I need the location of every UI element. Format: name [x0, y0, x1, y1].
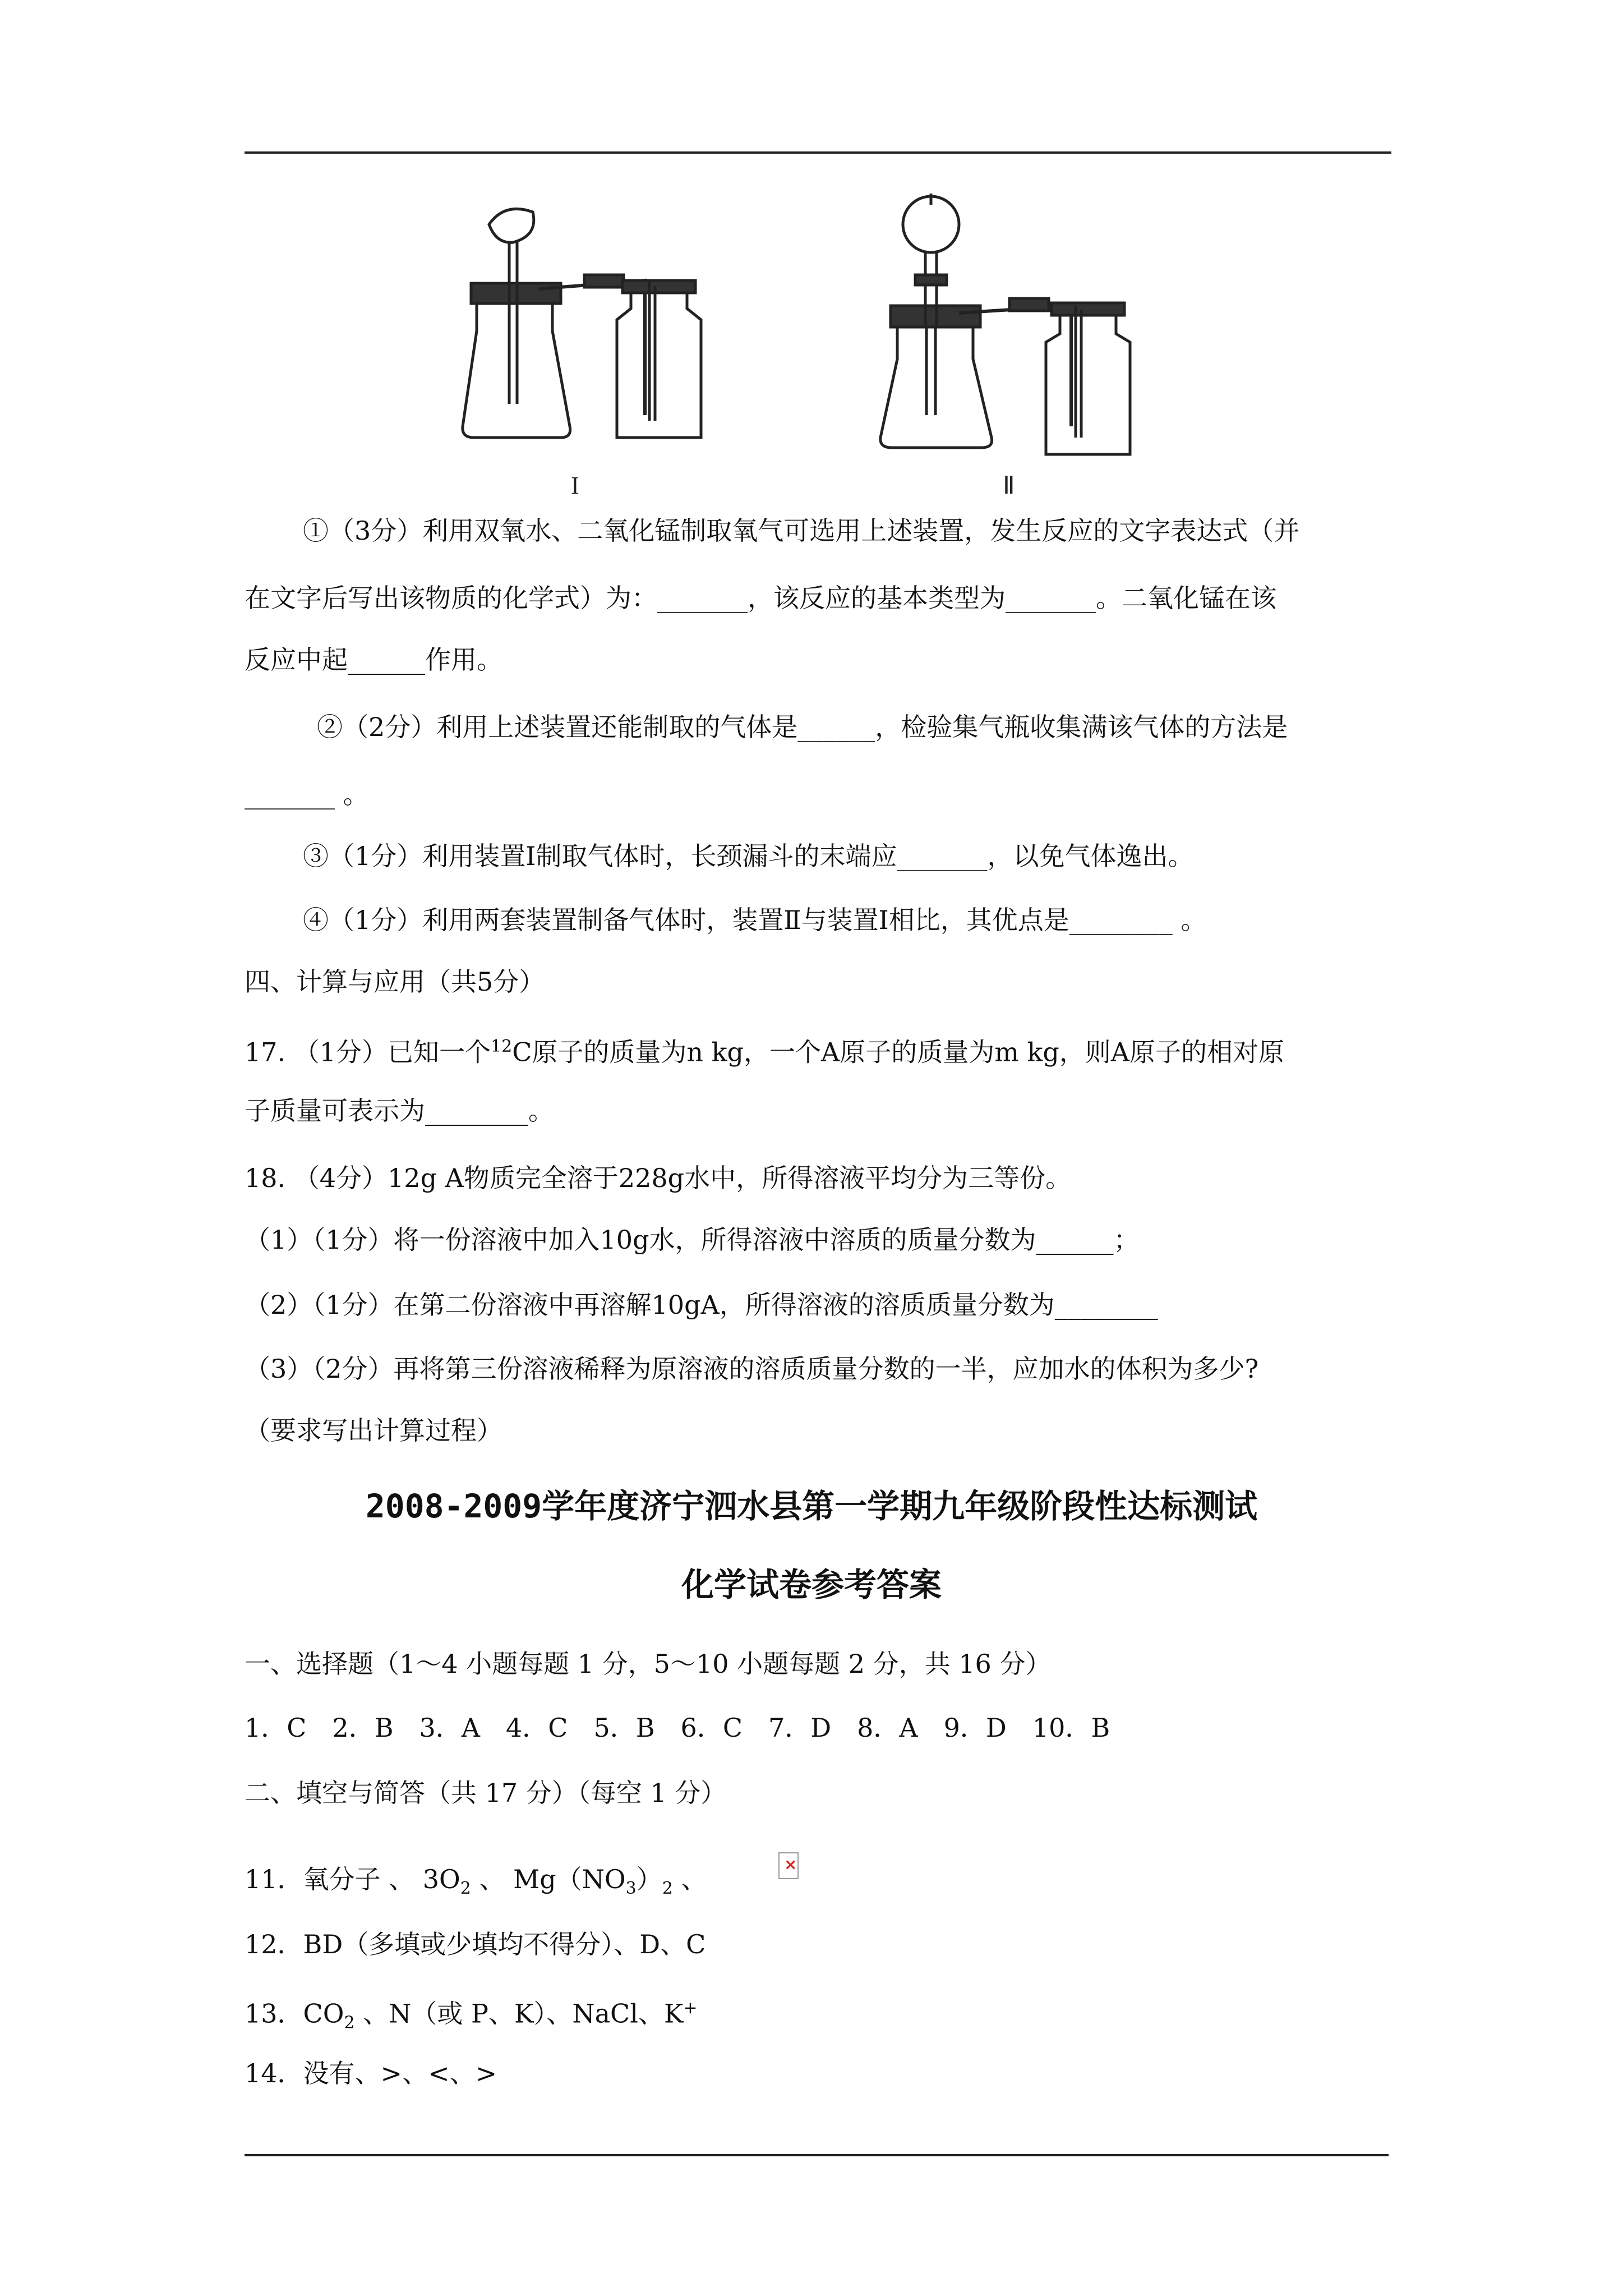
q18-part2: （2）（1分）在第二份溶液中再溶解10gA，所得溶液的溶质质量分数为________ — [245, 1290, 1158, 1320]
figure-label-ii: Ⅱ — [1003, 472, 1015, 499]
answer-13-text-b: 、N（或 P、K）、NaCl、K — [354, 1998, 684, 2029]
answer-14: 14．没有、>、<、> — [245, 2058, 497, 2088]
q16-part1-line1: ①（3分）利用双氧水、二氧化锰制取氧气可选用上述装置，发生反应的文字表达式（并 — [303, 516, 1300, 546]
q18-stem: 18. （4分）12g A物质完全溶于228g水中，所得溶液平均分为三等份。 — [245, 1163, 1072, 1193]
q17-suffix: C原子的质量为n kg，一个A原子的质量为m kg，则A原子的相对原 — [512, 1037, 1284, 1068]
section4-heading: 四、计算与应用（共5分） — [245, 967, 545, 997]
q16-part3: ③（1分）利用装置I制取气体时，长颈漏斗的末端应_______，以免气体逸出。 — [303, 841, 1194, 871]
answer-13-text-a: 13．CO — [245, 1998, 344, 2029]
apparatus-ii-flask — [880, 194, 1071, 448]
answers-section1-heading: 一、选择题（1～4 小题每题 1 分，5～10 小题每题 2 分，共 16 分） — [245, 1649, 1052, 1679]
answer-11-text-d: 、 — [672, 1864, 707, 1894]
figure-label-i: I — [571, 472, 579, 499]
apparatus-i-gas-bottle — [617, 280, 701, 438]
q16-part4: ④（1分）利用两套装置制备气体时，装置Ⅱ与装置I相比，其优点是________ 。 — [303, 905, 1207, 935]
q16-part1-line2: 在文字后写出该物质的化学式）为：_______，该反应的基本类型为_______。二氧化锰在该 — [245, 583, 1276, 613]
q16-part2-line1: ②（2分）利用上述装置还能制取的气体是______，检验集气瓶收集满该气体的方法是 — [317, 712, 1288, 742]
q17-superscript: 12 — [491, 1037, 513, 1056]
answer-11-sub-a: 2 — [460, 1879, 471, 1899]
q18-part3: （3）（2分）再将第三份溶液稀释为原溶液的溶质质量分数的一半，应加水的体积为多少? — [245, 1354, 1259, 1384]
top-rule — [245, 151, 1391, 154]
answer-11-text-a: 11．氧分子 、 3O — [245, 1864, 460, 1894]
answer-subtitle: 化学试卷参考答案 — [681, 1566, 942, 1604]
bottom-rule — [245, 2154, 1389, 2156]
answer-11-sub-b: 3 — [625, 1879, 637, 1899]
answer-12: 12．BD（多填或少填均不得分）、D、C — [245, 1929, 706, 1959]
answer-13-sup: + — [683, 1998, 698, 2018]
answer-13-sub: 2 — [344, 2013, 355, 2033]
answers-choices: 1．C 2．B 3．A 4．C 5．B 6．C 7．D 8．A 9．D 10．B — [245, 1713, 1110, 1743]
apparatus-ii-gas-bottle — [1046, 303, 1130, 454]
q17-line1 — [245, 1030, 1284, 1069]
q18-part3-note: （要求写出计算过程） — [245, 1415, 502, 1446]
answer-11 — [245, 1862, 707, 1906]
q17-line2: 子质量可表示为________。 — [245, 1096, 554, 1126]
answer-11-text-b: 、 Mg（NO — [471, 1864, 626, 1894]
q18-part1: （1）（1分）将一份溶液中加入10g水，所得溶液中溶质的质量分数为______； — [245, 1225, 1140, 1255]
answer-11-sub-c: 2 — [662, 1879, 673, 1899]
broken-image-icon: × — [778, 1852, 799, 1879]
answers-section2-heading: 二、填空与简答（共 17 分）（每空 1 分） — [245, 1778, 727, 1808]
answer-13 — [245, 1991, 697, 2040]
q17-prefix: 17. （1分）已知一个 — [245, 1037, 491, 1068]
answer-11-text-c: ） — [636, 1864, 662, 1894]
q16-part1-line3: 反应中起______作用。 — [245, 645, 502, 675]
answer-title: 2008-2009学年度济宁泗水县第一学期九年级阶段性达标测试 — [365, 1487, 1258, 1525]
q16-part2-line2: _______ 。 — [245, 779, 369, 809]
apparatus-figure — [437, 191, 1166, 505]
